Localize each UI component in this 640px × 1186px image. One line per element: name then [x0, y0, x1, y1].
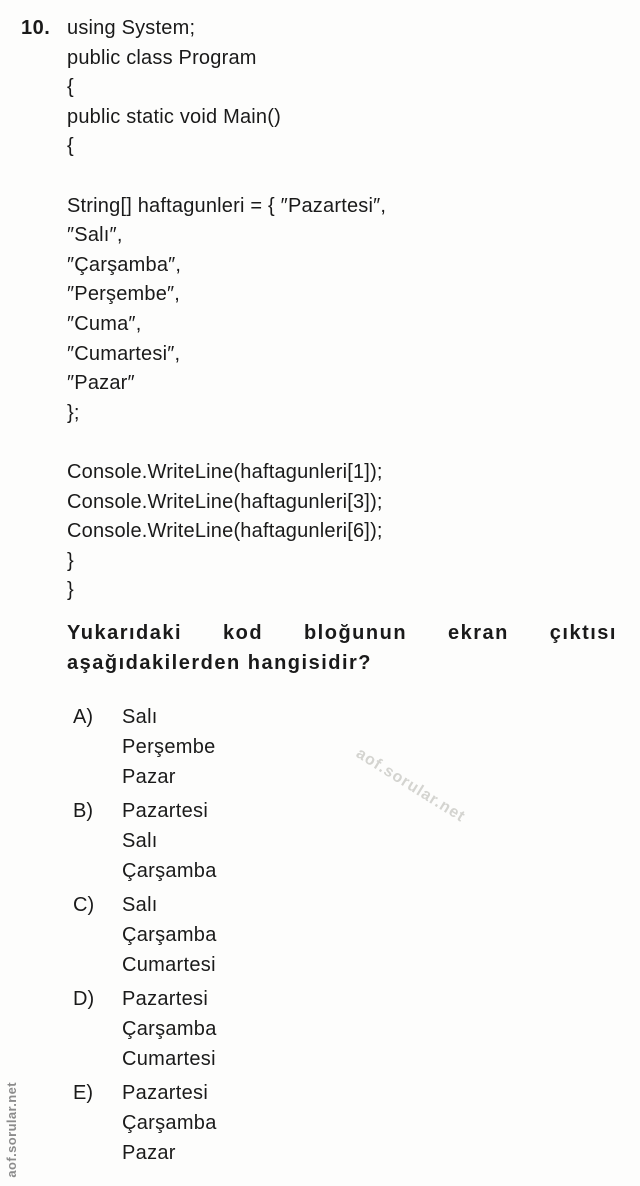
question-number: 10.	[21, 17, 51, 39]
code-line-blank	[67, 162, 617, 192]
code-line: public class Program	[67, 46, 257, 69]
option-line: Salı	[122, 829, 158, 852]
code-line-blank	[67, 428, 617, 458]
code-line: Console.WriteLine(haftagunleri[3]);	[67, 490, 383, 513]
code-block	[67, 14, 617, 606]
watermark-diagonal: aof.sorular.net	[352, 745, 469, 826]
option-line: Pazar	[122, 765, 176, 788]
option-line: Pazartesi	[122, 799, 209, 822]
options-list	[67, 702, 617, 1168]
code-line: ″Cumartesi″,	[67, 342, 181, 365]
option-letter: E)	[73, 1081, 93, 1104]
option-b	[67, 796, 617, 886]
option-line: Salı	[122, 705, 158, 728]
option-letter: D)	[73, 987, 95, 1010]
option-line: Çarşamba	[122, 1111, 217, 1134]
question-prompt	[67, 618, 617, 678]
prompt-line-1: Yukarıdaki kod bloğunun ekran çıktısı	[67, 621, 617, 644]
option-letter: B)	[73, 799, 93, 822]
code-line: }	[67, 549, 74, 572]
option-a	[67, 702, 617, 792]
option-letter: A)	[73, 705, 93, 728]
option-e	[67, 1078, 617, 1168]
prompt-line-2: aşağıdakilerden hangisidir?	[67, 651, 373, 674]
option-line: Çarşamba	[122, 923, 217, 946]
option-line: Cumartesi	[122, 1047, 216, 1070]
code-line: ″Salı″,	[67, 224, 123, 247]
option-answer	[122, 702, 216, 792]
code-line: ″Pazar″	[67, 372, 135, 395]
option-line: Çarşamba	[122, 859, 217, 882]
code-line: using System;	[67, 17, 196, 39]
option-answer	[122, 984, 217, 1074]
option-line: Çarşamba	[122, 1017, 217, 1040]
option-line: Pazar	[122, 1141, 176, 1164]
option-letter: C)	[73, 893, 95, 916]
option-line: Pazartesi	[122, 987, 209, 1010]
code-line: ″Cuma″,	[67, 312, 142, 335]
code-line: Console.WriteLine(haftagunleri[6]);	[67, 520, 383, 543]
code-line: {	[67, 135, 74, 158]
code-line: ″Çarşamba″,	[67, 253, 182, 276]
watermark-left-vertical: aof.sorular.net	[4, 1082, 19, 1178]
code-line: ″Perşembe″,	[67, 283, 181, 306]
option-line: Cumartesi	[122, 953, 216, 976]
option-line: Perşembe	[122, 735, 216, 758]
option-answer	[122, 890, 217, 980]
option-d	[67, 984, 617, 1074]
code-line: {	[67, 76, 74, 99]
code-line: };	[67, 401, 80, 424]
question-content	[67, 14, 617, 1172]
option-answer	[122, 1078, 217, 1168]
option-line: Salı	[122, 893, 158, 916]
option-line: Pazartesi	[122, 1081, 209, 1104]
option-answer	[122, 796, 217, 886]
option-c	[67, 890, 617, 980]
code-line: }	[67, 579, 74, 602]
code-line: String[] haftagunleri = { ″Pazartesi″,	[67, 194, 387, 217]
code-line: public static void Main()	[67, 105, 281, 128]
code-line: Console.WriteLine(haftagunleri[1]);	[67, 460, 383, 483]
